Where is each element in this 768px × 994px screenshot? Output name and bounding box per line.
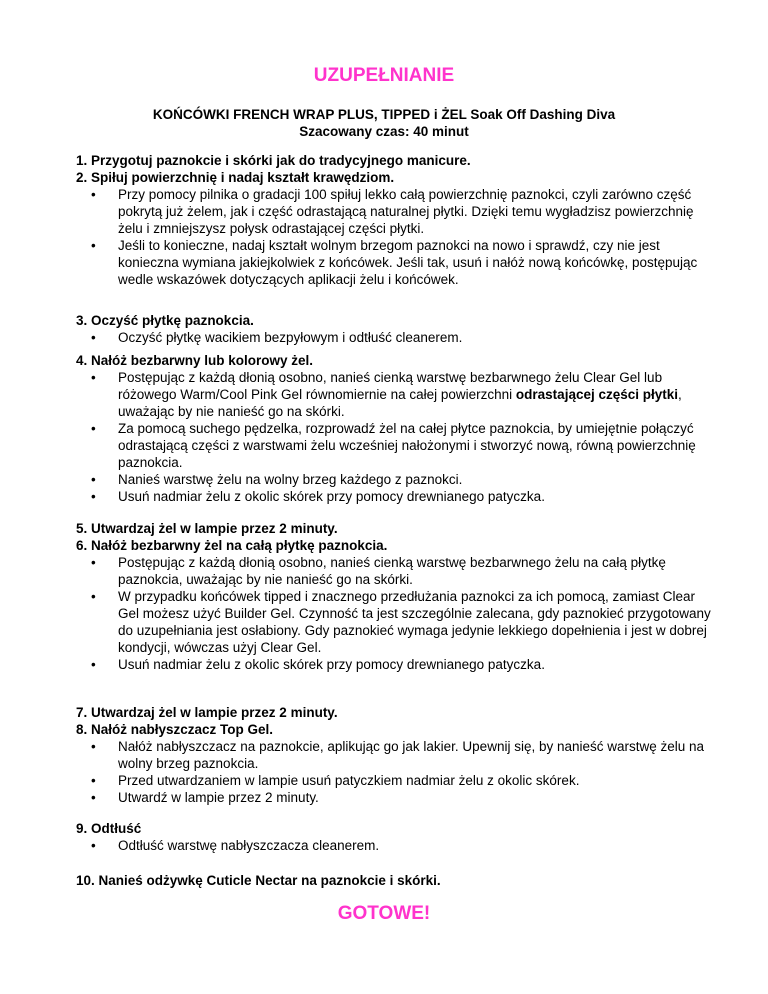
step-2-list (76, 186, 716, 288)
item-text: , uważając by nie nanieść go na skórki. (118, 387, 682, 419)
step-2-heading: 2. Spiłuj powierzchnię i nadaj kształt krawędziom. (76, 170, 395, 185)
list-item: • Utwardź w lampie przez 2 minuty. (76, 789, 716, 806)
step-6-heading: 6. Nałóż bezbarwny żel na całą płytkę paznokcia. (76, 538, 388, 553)
item-bold-text: odrastającej części płytki (515, 387, 679, 402)
section-10 (76, 872, 716, 889)
list-item: • Usuń nadmiar żelu z okolic skórek przy pomocy drewnianego patyczka. (76, 656, 716, 673)
done-heading: GOTOWE! (337, 903, 431, 924)
section-4 (76, 352, 716, 505)
list-item: • Postępując z każdą dłonią osobno, nanieś cienką warstwę bezbarwnego żelu na całą płytkę paznokcia, uważając by nie nanieść go na skórki. (76, 554, 716, 588)
step-3-heading: 3. Oczyść płytkę paznokcia. (76, 313, 254, 328)
section-1-2 (76, 152, 716, 288)
step-6-list (76, 554, 716, 673)
step-1-heading: 1. Przygotuj paznokcie i skórki jak do tradycyjnego manicure. (76, 153, 471, 168)
section-3 (76, 312, 716, 346)
step-7-heading: 7. Utwardzaj żel w lampie przez 2 minuty. (76, 705, 338, 720)
section-7-8 (76, 704, 716, 806)
step-8-heading: 8. Nałóż nabłyszczacz Top Gel. (76, 722, 274, 737)
step-3-list (76, 329, 716, 346)
item-text: Postępując z każdą dłonią osobno, nanieś cienką warstwę bezbarwnego żelu Clear Gel lub różowego Warm/Cool Pink Gel równomiernie na całej powierzchni (118, 370, 663, 402)
list-item: • Jeśli to konieczne, nadaj kształt wolnym brzegom paznokci na nowo i sprawdź, czy nie jest konieczna wymiana jakiejkolwiek z końcówek. Jeśli tak, usuń i nałóż nową końcówkę, postępując wedle wskazówek dotyczących aplikacji żelu i końcówek. (76, 237, 716, 288)
step-8-list (76, 738, 716, 806)
estimated-time: Szacowany czas: 40 minut (299, 124, 469, 139)
list-item (76, 369, 716, 420)
section-5-6 (76, 520, 716, 673)
list-item: • Odtłuść warstwę nabłyszczacza cleanerem. (76, 837, 716, 854)
document-title: UZUPEŁNIANIE (313, 65, 455, 86)
list-item: • W przypadku końcówek tipped i znacznego przedłużania paznokci za ich pomocą, zamiast Clear Gel możesz użyć Builder Gel. Czynność ta jest szczególnie zalecana, gdy paznokieć przygotowany do uzupełniania jest osłabiony. Gdy paznokieć wymaga jedynie lekkiego dopełnienia i jest w dobrej kondycji, wówczas użyj Clear Gel. (76, 588, 716, 656)
step-10-heading: 10. Nanieś odżywkę Cuticle Nectar na paznokcie i skórki. (76, 873, 441, 888)
section-9 (76, 820, 716, 854)
list-item: • Nałóż nabłyszczacz na paznokcie, aplikując go jak lakier. Upewnij się, by nanieść warstwę żelu na wolny brzeg paznokcia. (76, 738, 716, 772)
step-5-heading: 5. Utwardzaj żel w lampie przez 2 minuty. (76, 521, 338, 536)
document-subtitle: KOŃCÓWKI FRENCH WRAP PLUS, TIPPED i ŻEL Soak Off Dashing Diva (152, 107, 616, 122)
step-4-list (76, 369, 716, 505)
list-item: • Przed utwardzaniem w lampie usuń patyczkiem nadmiar żelu z okolic skórek. (76, 772, 716, 789)
list-item: • Oczyść płytkę wacikiem bezpyłowym i odtłuść cleanerem. (76, 329, 716, 346)
step-4-heading: 4. Nałóż bezbarwny lub kolorowy żel. (76, 353, 314, 368)
step-9-heading: 9. Odtłuść (76, 821, 142, 836)
list-item: • Za pomocą suchego pędzelka, rozprowadź żel na całej płytce paznokcia, by umiejętnie połączyć odrastającą części z warstwami żelu wcześniej nałożonymi i stworzyć nową, równą powierzchnię paznokcia. (76, 420, 716, 471)
list-item: • Usuń nadmiar żelu z okolic skórek przy pomocy drewnianego patyczka. (76, 488, 716, 505)
list-item: • Nanieś warstwę żelu na wolny brzeg każdego z paznokci. (76, 471, 716, 488)
list-item: • Przy pomocy pilnika o gradacji 100 spiłuj lekko całą powierzchnię paznokci, czyli zarówno część pokrytą już żelem, jak i część odrastającą naturalnej płytki. Dzięki temu wygładzisz powierzchnię żelu i zmniejszysz połysk odrastającej części płytki. (76, 186, 716, 237)
step-9-list (76, 837, 716, 854)
